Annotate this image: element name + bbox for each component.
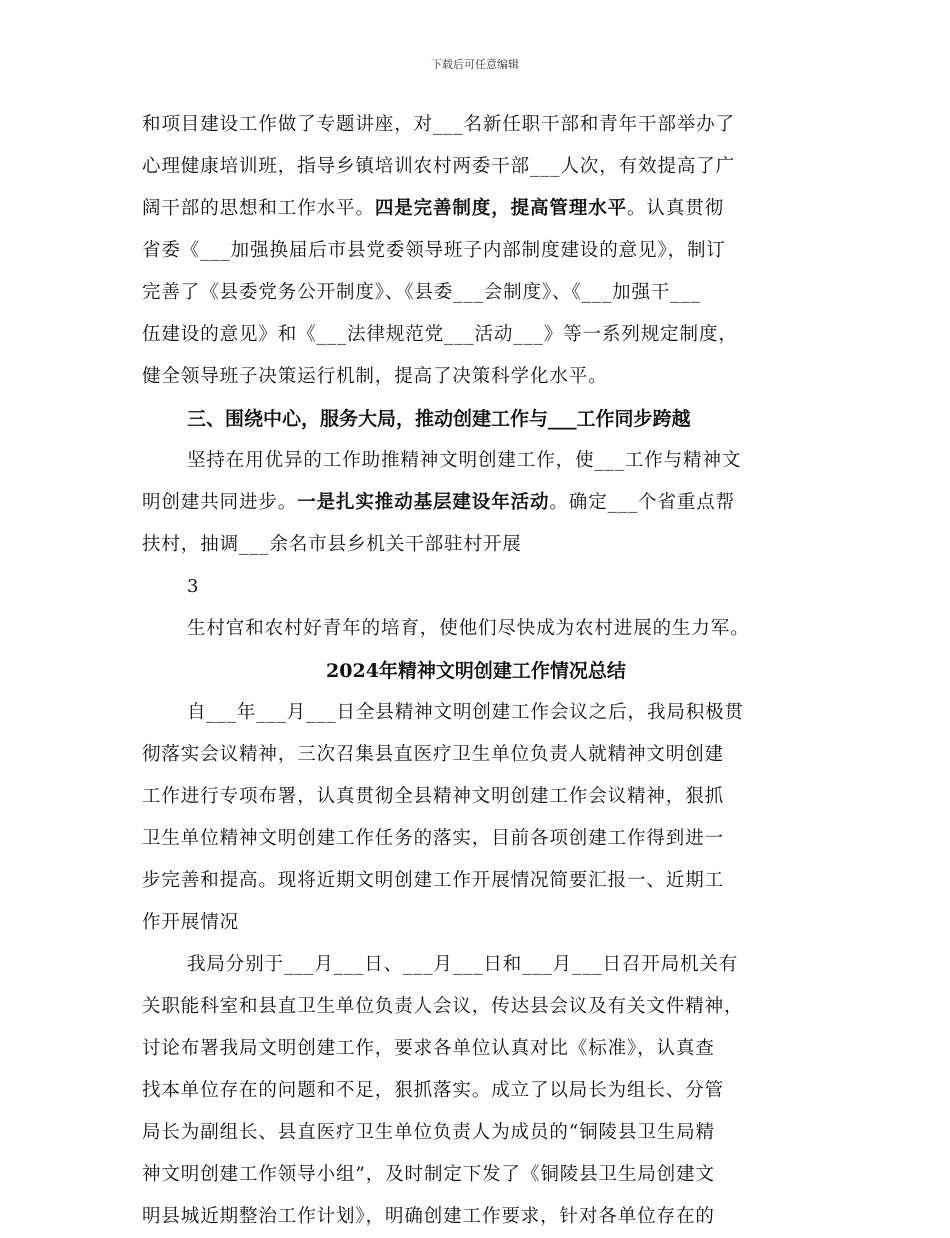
bold-phrase: 四是完善制度，提高管理水平 (374, 198, 628, 219)
text-line: 步完善和提高。现将近期文明创建工作开展情况简要汇报一、近期工 (142, 870, 725, 891)
text-line: 神文明创建工作领导小组”，及时制定下发了《铜陵县卫生局创建文 (142, 1164, 715, 1185)
text-line: 找本单位存在的问题和不足，狠抓落实。成立了以局长为组长、分管 (142, 1080, 725, 1101)
text-run: 明创建共同进步。 (142, 492, 298, 513)
text-line: 扶村，抽调___余名市县乡机关干部驻村开展 (142, 534, 522, 555)
text-run: 阔干部的思想和工作水平。 (142, 198, 375, 219)
text-line: 生村官和农村好青年的培育，使他们尽快成为农村进展的生力军。 (187, 618, 750, 639)
text-line: 和项目建设工作做了专题讲座，对___名新任职干部和青年干部举办了 (142, 114, 736, 135)
text-line: 省委《___加强换届后市县党委领导班子内部制度建设的意见》，制订 (142, 240, 726, 261)
text-line: 健全领导班子决策运行机制，提高了决策科学化水平。 (142, 366, 608, 387)
text-line: 心理健康培训班，指导乡镇培训农村两委干部___人次，有效提高了广 (142, 156, 736, 177)
text-line: 自___年___月___日全县精神文明创建工作会议之后，我局积极贯 (187, 702, 744, 723)
page-header-note: 下载后可任意编辑 (431, 58, 519, 71)
text-line: 完善了《县委党务公开制度》、《县委___会制度》、《___加强干___ (142, 282, 701, 303)
bold-phrase: 一是扎实推动基层建设年活动 (297, 492, 550, 513)
text-line: 工作进行专项布署，认真贯彻全县精神文明创建工作会议精神，狠抓 (142, 786, 725, 807)
text-line: 局长为副组长、县直医疗卫生单位负责人为成员的“铜陵县卫生局精 (142, 1122, 715, 1143)
text-run: 。认真贯彻 (627, 198, 725, 219)
text-line: 坚持在用优异的工作助推精神文明创建工作，使___工作与精神文 (187, 450, 742, 471)
text-line: 卫生单位精神文明创建工作任务的落实，目前各项创建工作得到进一 (142, 828, 725, 849)
text-line: 作开展情况 (142, 912, 240, 933)
text-line: 明县城近期整治工作计划》，明确创建工作要求，针对各单位存在的 (142, 1206, 715, 1227)
text-run: 。确定___个省重点帮 (549, 492, 736, 513)
text-line: 关职能科室和县直卫生单位负责人会议，传达县会议及有关文件精神， (142, 996, 744, 1017)
text-line: 伍建设的意见》和《___法律规范党___活动___》等一系列规定制度， (142, 324, 738, 345)
text-line: 彻落实会议精神，三次召集县直医疗卫生单位负责人就精神文明创建 (142, 744, 725, 765)
text-line (142, 482, 810, 524)
text-line: 讨论布署我局文明创建工作，要求各单位认真对比《标准》，认真查 (142, 1038, 715, 1059)
document-body (142, 104, 810, 1238)
text-line: 我局分别于___月___日、___月___日和___月___日召开局机关有 (187, 954, 739, 975)
text-line (142, 188, 810, 230)
page-number: 3 (187, 576, 199, 597)
section-heading: 三、围绕中心，服务大局，推动创建工作与___工作同步跨越 (187, 408, 691, 430)
document-title: 2024年精神文明创建工作情况总结 (326, 660, 626, 682)
